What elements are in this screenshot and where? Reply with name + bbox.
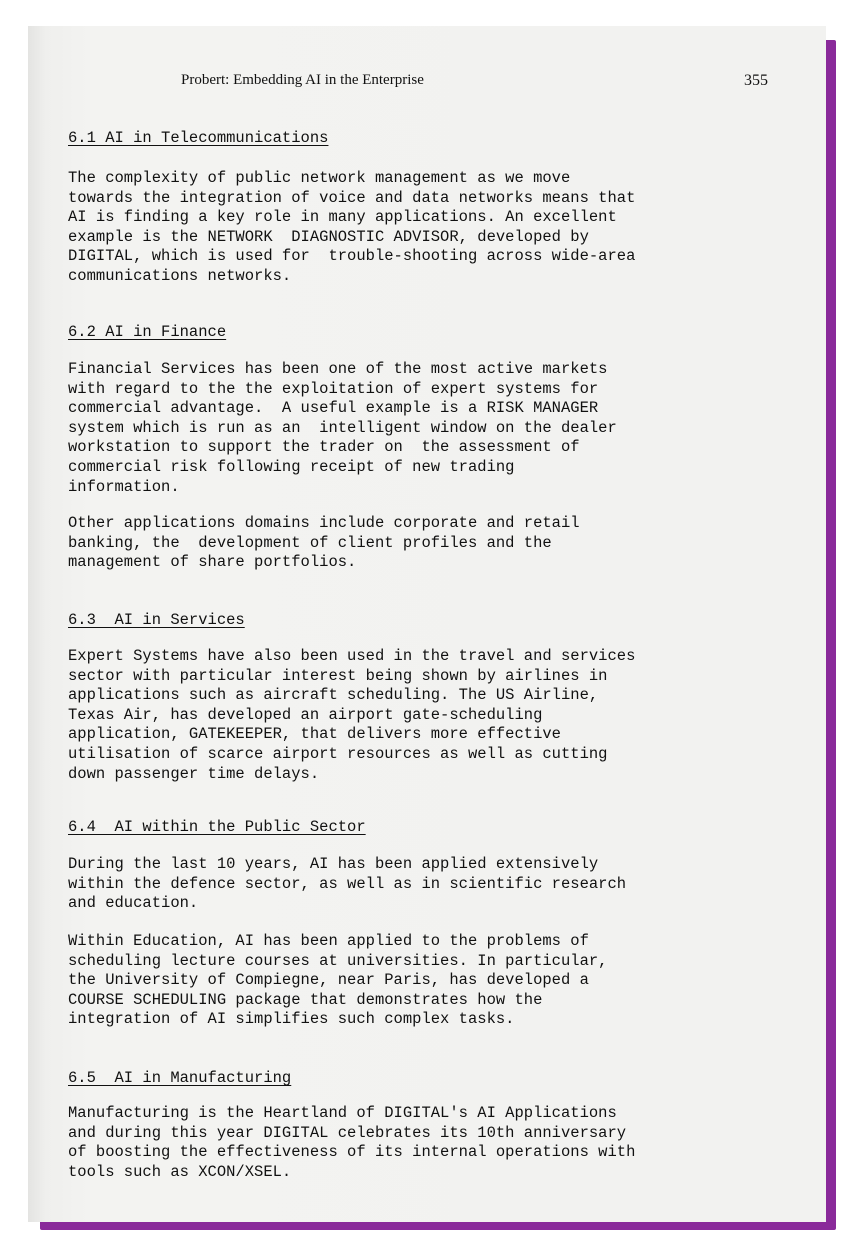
section-heading-services: 6.3 AI in Services [68, 611, 245, 629]
section-heading-manufacturing: 6.5 AI in Manufacturing [68, 1069, 292, 1087]
section-heading-public-sector: 6.4 AI within the Public Sector [68, 818, 366, 836]
scanned-page [28, 26, 826, 1222]
section-paragraph: Within Education, AI has been applied to the problems of scheduling lecture courses at universities. In particular, the University of Compiegne, near Paris, has developed a COURSE SCHEDULING package that demonstrates how the integration of AI simplifies such complex tasks. [68, 932, 608, 1029]
section-paragraph: The complexity of public network management as we move towards the integration of voice and data networks means that AI is finding a key role in many applications. An excellent example is the NETWORK DIAGNOSTIC ADVISOR, developed by DIGITAL, which is used for trouble-shooting across wide-area communications networks. [68, 169, 636, 285]
section-paragraph: During the last 10 years, AI has been applied extensively within the defence sector, as well as in scientific research and education. [68, 855, 627, 913]
section-heading-finance: 6.2 AI in Finance [68, 323, 227, 341]
section-paragraph: Expert Systems have also been used in the travel and services sector with particular interest being shown by airlines in applications such as aircraft scheduling. The US Airline, Texas Air, has developed an airport gate-scheduling application, GATEKEEPER, that delivers more effective utilisation of scarce airport resources as well as cutting down passenger time delays. [68, 647, 636, 783]
page-number: 355 [744, 72, 768, 89]
section-heading-telecommunications: 6.1 AI in Telecommunications [68, 129, 329, 147]
running-title: Probert: Embedding AI in the Enterprise [181, 72, 424, 88]
section-paragraph: Other applications domains include corporate and retail banking, the development of client profiles and the management of share portfolios. [68, 514, 580, 572]
section-paragraph: Manufacturing is the Heartland of DIGITAL's AI Applications and during this year DIGITAL celebrates its 10th anniversary of boosting the effectiveness of its internal operations with tools such as XCON/XSEL. [68, 1104, 636, 1181]
section-paragraph: Financial Services has been one of the most active markets with regard to the the exploitation of expert systems for commercial advantage. A useful example is a RISK MANAGER system which is run as an intelligent window on the dealer workstation to support the trader on the assessment of commercial risk following receipt of new trading information. [68, 360, 617, 496]
